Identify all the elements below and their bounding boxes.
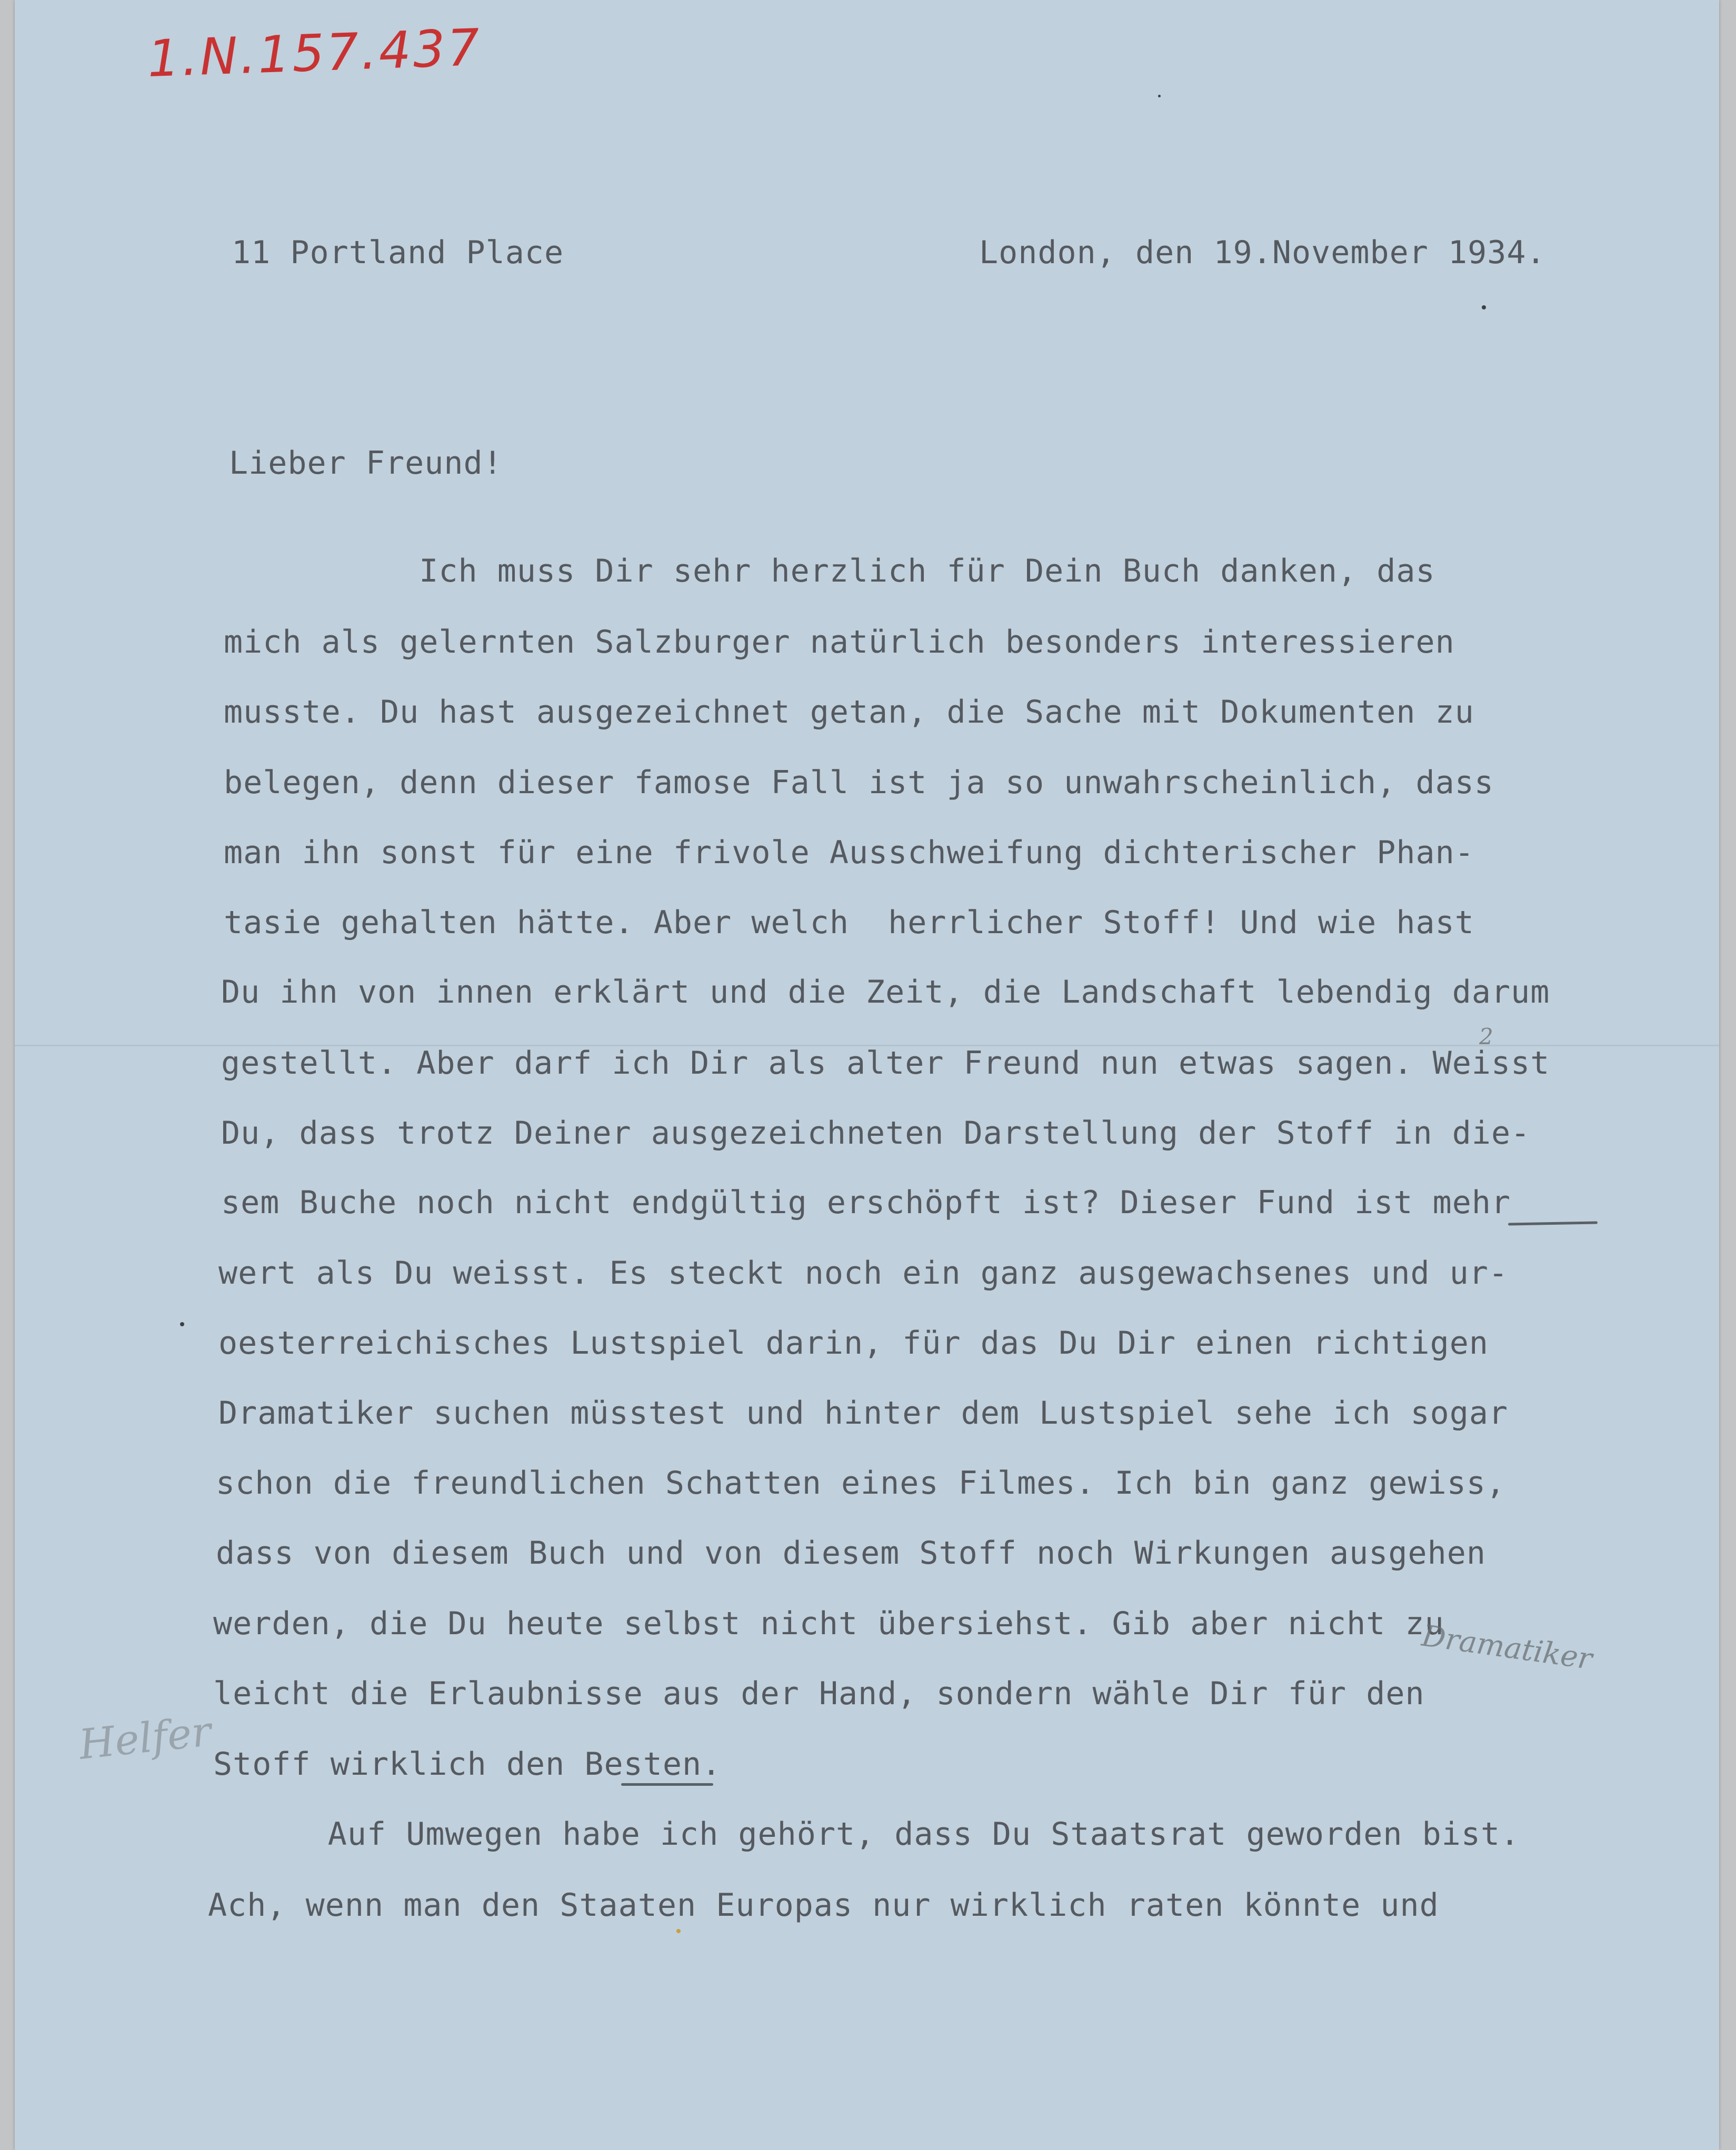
letter-line: belegen, denn dieser famose Fall ist ja so unwahrscheinlich, dass: [224, 764, 1494, 801]
letter-line: Auf Umwegen habe ich gehört, dass Du Staatsrat geworden bist.: [211, 1816, 1520, 1853]
letter-line: gestellt. Aber darf ich Dir als alter Freund nun etwas sagen. Weisst: [221, 1045, 1550, 1082]
salutation: Lieber Freund!: [229, 445, 503, 482]
ink-speck: [1482, 305, 1486, 309]
margin-note: Helfer: [76, 1708, 214, 1769]
letter-line: oesterreichisches Lustspiel darin, für das Du Dir einen richtigen: [218, 1325, 1489, 1362]
letter-line: man ihn sonst für eine frivole Ausschweifung dichterischer Phan-: [224, 834, 1474, 871]
superscript-mark: 2: [1479, 1024, 1493, 1049]
letter-line: sem Buche noch nicht endgültig erschöpft ist? Dieser Fund ist mehr: [221, 1184, 1511, 1221]
letter-line: leicht die Erlaubnisse aus der Hand, sondern wähle Dir für den: [213, 1675, 1425, 1712]
letter-line: wert als Du weisst. Es steckt noch ein ganz ausgewachsenes und ur-: [218, 1255, 1509, 1292]
letter-line: musste. Du hast ausgezeichnet getan, die Sache mit Dokumenten zu: [224, 694, 1474, 731]
letter-line: werden, die Du heute selbst nicht übersiehst. Gib aber nicht zu: [213, 1605, 1444, 1642]
interlinear-note: Dramatiker: [1420, 1618, 1594, 1677]
letter-line: mich als gelernten Salzburger natürlich besonders interessieren: [224, 624, 1455, 661]
letter-line: Du ihn von innen erklärt und die Zeit, die Landschaft lebendig darum: [221, 974, 1550, 1011]
letter-line: schon die freundlichen Schatten eines Filmes. Ich bin ganz gewiss,: [216, 1465, 1506, 1502]
letter-line: Stoff wirklich den Besten.: [213, 1746, 722, 1783]
ink-speck: [180, 1322, 184, 1326]
letter-line: Ach, wenn man den Staaten Europas nur wirklich raten könnte und: [208, 1887, 1439, 1924]
ink-speck: [1158, 95, 1161, 97]
ink-speck: [676, 1929, 681, 1933]
letter-line: Ich muss Dir sehr herzlich für Dein Buch danken, das: [224, 553, 1435, 589]
letter-line: tasie gehalten hätte. Aber welch herrlicher Stoff! Und wie hast: [224, 904, 1474, 941]
letter-line: dass von diesem Buch und von diesem Stoff noch Wirkungen ausgehen: [216, 1535, 1486, 1572]
letter-line: Dramatiker suchen müsstest und hinter dem Lustspiel sehe ich sogar: [218, 1395, 1509, 1432]
archive-number: 1.N.157.437: [146, 17, 483, 89]
letter-line: Du, dass trotz Deiner ausgezeichneten Darstellung der Stoff in die-: [221, 1115, 1531, 1152]
underline-besten: [621, 1783, 713, 1786]
date-line: London, den 19.November 1934.: [979, 234, 1546, 271]
sender-address: 11 Portland Place: [232, 234, 564, 271]
